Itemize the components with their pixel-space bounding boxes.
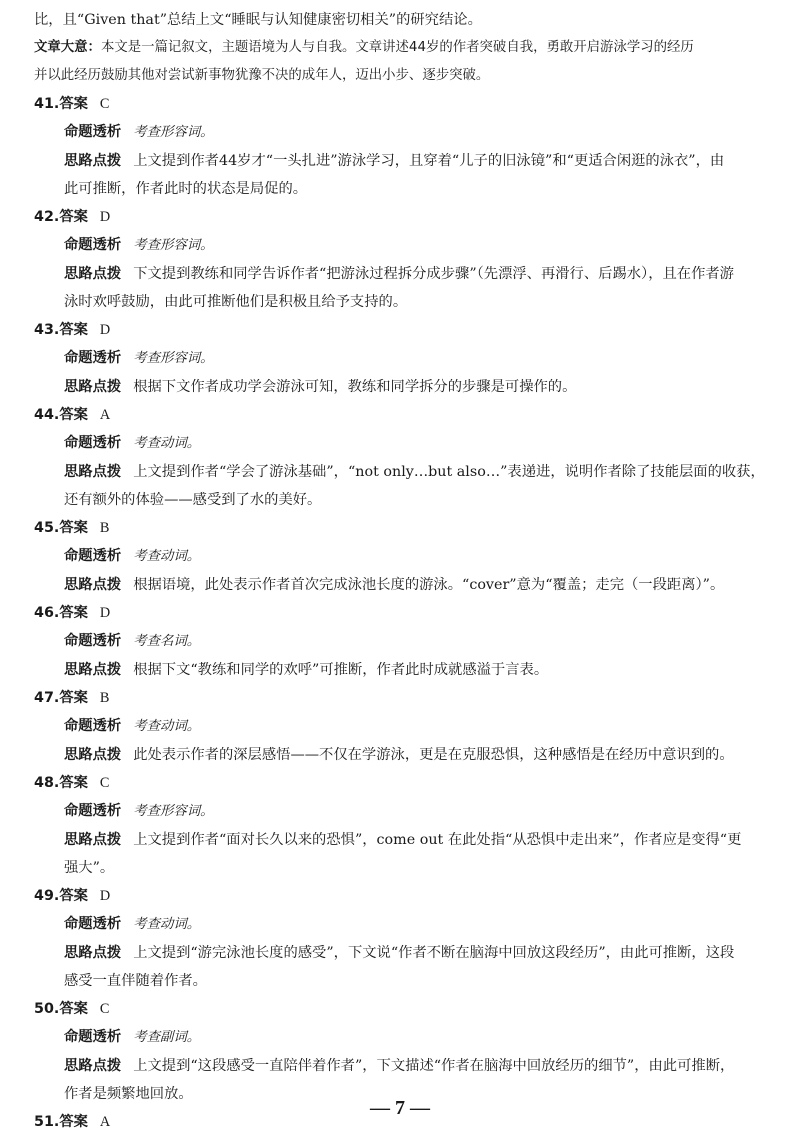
hint-continuation: 作者是频繁地回放。	[64, 1086, 193, 1102]
question-number: 47.	[34, 690, 60, 706]
analysis-line	[34, 797, 774, 826]
answer-heading	[34, 203, 774, 231]
hint-line	[34, 939, 774, 967]
article-summary-line-1	[34, 34, 774, 62]
question-number: 42.	[34, 209, 60, 225]
analysis-label: 命题透析	[64, 803, 122, 819]
analysis-label: 命题透析	[64, 916, 122, 932]
analysis-label: 命题透析	[64, 718, 122, 734]
hint-line	[34, 147, 774, 175]
question-number: 46.	[34, 605, 60, 621]
answer-heading	[34, 316, 774, 344]
analysis-line	[34, 1023, 774, 1052]
analysis-line	[34, 627, 774, 656]
answer-label: 答案	[59, 96, 88, 112]
answer-value: D	[99, 605, 111, 621]
analysis-label: 命题透析	[64, 633, 122, 649]
hint-line	[34, 1052, 774, 1080]
analysis-line	[34, 542, 774, 571]
analysis-text: 考查动词。	[133, 549, 201, 564]
analysis-label: 命题透析	[64, 1029, 122, 1045]
answer-heading	[34, 882, 774, 910]
answer-heading	[34, 90, 774, 118]
hint-text: 上文提到作者“面对长久以来的恐惧”，come out 在此处指“从恐惧中走出来”，作者应是变得“更	[133, 832, 742, 848]
analysis-text: 考查动词。	[133, 436, 201, 451]
analysis-line	[34, 429, 774, 458]
analysis-text: 考查形容词。	[133, 238, 214, 253]
hint-continuation: 感受一直伴随着作者。	[64, 973, 207, 989]
hint-line	[34, 656, 774, 684]
hint-label: 思路点拨	[64, 747, 122, 763]
hint-text: 根据下文作者成功学会游泳可知，教练和同学拆分的步骤是可操作的。	[133, 379, 577, 395]
page-number: — 7 —	[370, 1097, 430, 1119]
question-number: 50.	[34, 1001, 60, 1017]
analysis-text: 考查副词。	[133, 1030, 201, 1045]
hint-line	[34, 260, 774, 288]
answer-heading	[34, 769, 774, 797]
answer-key-content	[34, 6, 774, 1136]
question-number: 48.	[34, 775, 60, 791]
answer-label: 答案	[59, 605, 88, 621]
analysis-line	[34, 344, 774, 373]
answer-label: 答案	[59, 1114, 88, 1130]
answer-value: A	[99, 1114, 111, 1130]
question-number: 51.	[34, 1114, 60, 1130]
answer-value: C	[99, 775, 110, 791]
article-summary-line-2: 并以此经历鼓励其他对尝试新事物犹豫不决的成年人，迈出小步、逐步突破。	[34, 68, 490, 83]
hint-text: 根据下文“教练和同学的欢呼”可推断，作者此时成就感溢于言表。	[133, 662, 549, 678]
hint-label: 思路点拨	[64, 153, 122, 169]
hint-text: 此处表示作者的深层感悟——不仅在学游泳，更是在克服恐惧，这种感悟是在经历中意识到的。	[133, 747, 734, 763]
answer-heading	[34, 995, 774, 1023]
question-number: 43.	[34, 322, 60, 338]
analysis-label: 命题透析	[64, 435, 122, 451]
hint-label: 思路点拨	[64, 266, 122, 282]
answer-label: 答案	[59, 209, 88, 225]
article-summary-text: 本文是一篇记叙文，主题语境为人与自我。文章讲述44岁的作者突破自我，勇敢开启游泳学习的经历	[100, 40, 694, 55]
hint-label: 思路点拨	[64, 464, 122, 480]
hint-continuation: 泳时欢呼鼓励，由此可推断他们是积极且给予支持的。	[64, 294, 408, 310]
answer-label: 答案	[59, 775, 88, 791]
hint-line	[34, 741, 774, 769]
answer-value: D	[99, 888, 111, 904]
answer-value: A	[99, 407, 111, 423]
answer-items	[34, 90, 774, 1136]
answer-heading	[34, 684, 774, 712]
answer-label: 答案	[59, 520, 88, 536]
hint-text: 下文提到教练和同学告诉作者“把游泳过程拆分成步骤”（先漂浮、再滑行、后踢水），且在作者游	[133, 266, 734, 282]
answer-label: 答案	[59, 1001, 88, 1017]
hint-label: 思路点拨	[64, 379, 122, 395]
answer-value: B	[99, 690, 110, 706]
question-number: 44.	[34, 407, 60, 423]
analysis-text: 考查名词。	[133, 634, 201, 649]
answer-value: C	[99, 1001, 110, 1017]
analysis-label: 命题透析	[64, 350, 122, 366]
hint-line	[34, 458, 774, 486]
hint-continuation: 还有额外的体验——感受到了水的美好。	[64, 492, 322, 508]
analysis-label: 命题透析	[64, 237, 122, 253]
question-number: 41.	[34, 96, 60, 112]
hint-continuation: 强大”。	[64, 860, 115, 876]
analysis-text: 考查形容词。	[133, 804, 214, 819]
hint-text: 根据语境，此处表示作者首次完成泳池长度的游泳。“cover”意为“覆盖；走完（一段距离）”。	[133, 577, 725, 593]
analysis-text: 考查形容词。	[133, 125, 214, 140]
hint-continuation: 此可推断，作者此时的状态是局促的。	[64, 181, 308, 197]
answer-value: D	[99, 322, 111, 338]
analysis-line	[34, 712, 774, 741]
intro-line: 比，且“Given that”总结上文“睡眠与认知健康密切相关”的研究结论。	[34, 12, 482, 28]
answer-heading	[34, 401, 774, 429]
question-number: 49.	[34, 888, 60, 904]
hint-label: 思路点拨	[64, 662, 122, 678]
article-summary-label: 文章大意：	[34, 40, 101, 55]
hint-line	[34, 373, 774, 401]
hint-label: 思路点拨	[64, 577, 122, 593]
answer-label: 答案	[59, 407, 88, 423]
analysis-text: 考查形容词。	[133, 351, 214, 366]
analysis-line	[34, 118, 774, 147]
hint-text: 上文提到作者44岁才“一头扎进”游泳学习，且穿着“儿子的旧泳镜”和“更适合闲逛的泳衣”，由	[133, 153, 725, 169]
analysis-label: 命题透析	[64, 124, 122, 140]
answer-heading	[34, 599, 774, 627]
answer-value: D	[99, 209, 111, 225]
answer-label: 答案	[59, 322, 88, 338]
question-number: 45.	[34, 520, 60, 536]
answer-value: B	[99, 520, 110, 536]
analysis-text: 考查动词。	[133, 719, 201, 734]
answer-heading	[34, 514, 774, 542]
hint-line	[34, 571, 774, 599]
answer-label: 答案	[59, 888, 88, 904]
hint-line	[34, 826, 774, 854]
analysis-line	[34, 910, 774, 939]
analysis-line	[34, 231, 774, 260]
hint-label: 思路点拨	[64, 945, 122, 961]
hint-text: 上文提到作者“学会了游泳基础”，“not only…but also…”表递进，说明作者除了技能层面的收获，	[133, 464, 765, 480]
answer-value: C	[99, 96, 110, 112]
hint-text: 上文提到“游完泳池长度的感受”，下文说“作者不断在脑海中回放这段经历”，由此可推断，这段	[133, 945, 735, 961]
hint-label: 思路点拨	[64, 1058, 122, 1074]
analysis-label: 命题透析	[64, 548, 122, 564]
hint-label: 思路点拨	[64, 832, 122, 848]
hint-text: 上文提到“这段感受一直陪伴着作者”，下文描述“作者在脑海中回放经历的细节”，由此可推断，	[133, 1058, 735, 1074]
answer-label: 答案	[59, 690, 88, 706]
analysis-text: 考查动词。	[133, 917, 201, 932]
